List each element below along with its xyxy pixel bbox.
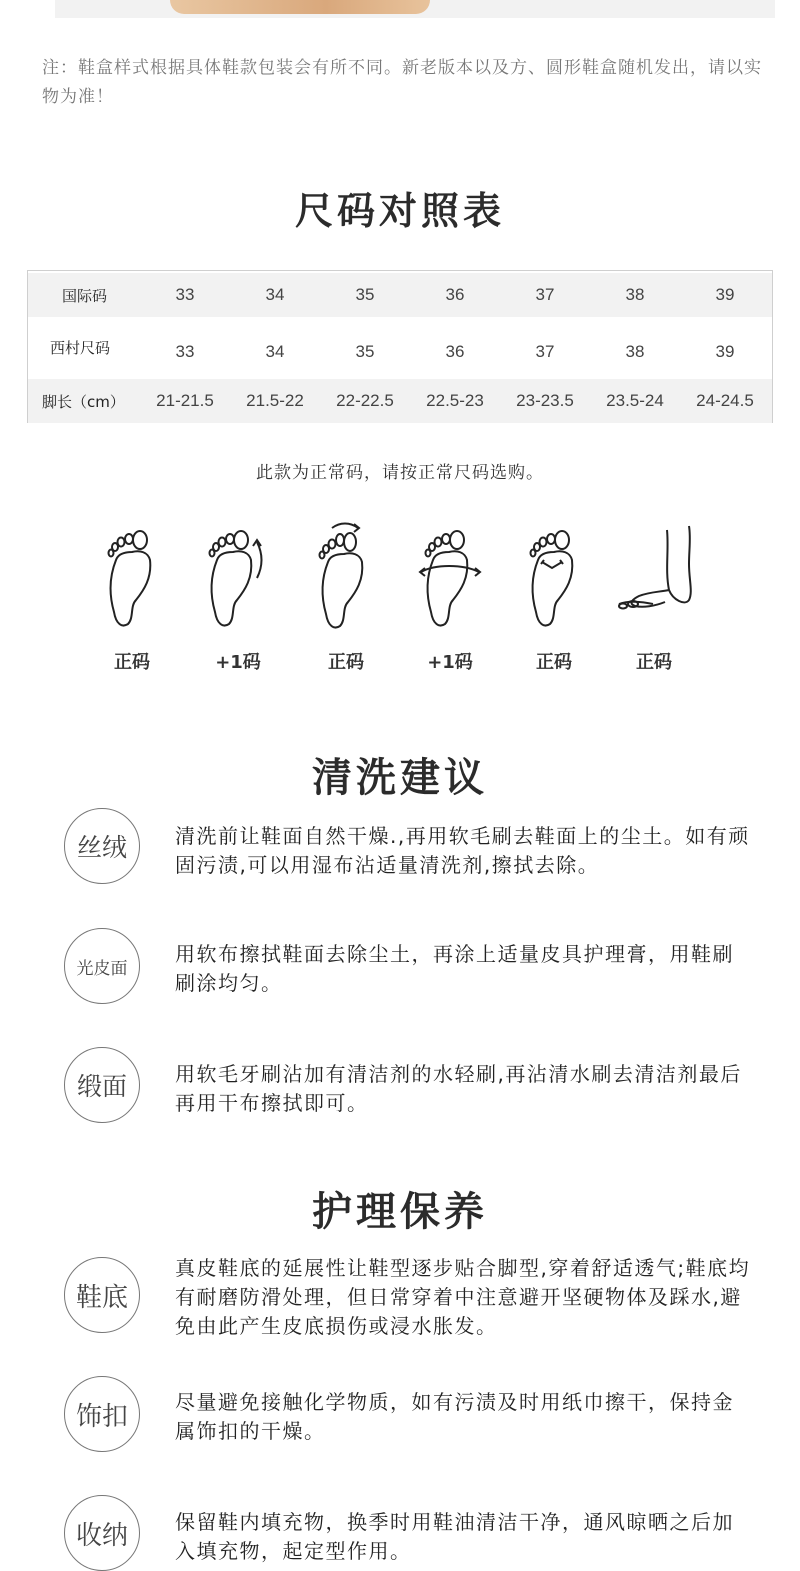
table-cell: 35	[355, 342, 375, 361]
size-advice: 此款为正常码，请按正常尺码选购。	[256, 463, 544, 483]
table-cell: 21-21.5	[156, 391, 214, 410]
foot-label: 正码	[114, 652, 150, 673]
care-text-smooth-leather: 用软布擦拭鞋面去除尘土，再涂上适量皮具护理膏，用鞋刷刷涂均匀。	[175, 942, 734, 995]
table-cell: 39	[715, 342, 735, 361]
table-cell: 35	[355, 285, 375, 304]
care-text-velvet: 清洗前让鞋面自然干燥.,再用软毛刷去鞋面上的尘土。如有顽固污渍,可以用湿布沾适量清洗剂,擦拭去除。	[175, 824, 750, 877]
table-cell: 33	[175, 342, 195, 361]
table-cell: 38	[625, 342, 645, 361]
table-cell: 37	[535, 285, 555, 304]
shoebox-note: 注：鞋盒样式根据具体鞋款包装会有所不同。新老版本以及方、圆形鞋盒随机发出，请以实物为准！	[42, 58, 762, 107]
table-cell: 38	[625, 285, 645, 304]
table-cell: 23-23.5	[516, 391, 574, 410]
wide-instep-foot-icon	[203, 520, 273, 630]
badge-storage: 收纳	[64, 1495, 140, 1571]
foot-type-high-arch	[604, 520, 704, 674]
foot-label: 正码	[636, 652, 672, 673]
badge-sole: 鞋底	[64, 1257, 140, 1333]
narrow-foot-icon	[522, 520, 586, 630]
size-chart-title: 尺码对照表	[294, 188, 505, 233]
table-cell: 24-24.5	[696, 391, 754, 410]
table-cell: 34	[265, 342, 285, 361]
shoebox-image	[170, 0, 430, 14]
foot-type-narrow	[504, 520, 604, 674]
table-cell: 33	[175, 285, 195, 304]
table-cell: 23.5-24	[606, 391, 664, 410]
table-row	[28, 273, 772, 317]
foot-type-wide-instep	[188, 520, 288, 674]
table-cell: 37	[535, 342, 555, 361]
table-row	[28, 379, 772, 423]
foot-type-wide	[400, 520, 500, 674]
row-label: 西村尺码	[50, 338, 111, 357]
care-text-sole: 真皮鞋底的延展性让鞋型逐步贴合脚型,穿着舒适透气;鞋底均有耐磨防滑处理，但日常穿着中注意避开坚硬物体及踩水,避免由此产生皮底损伤或浸水胀发。	[175, 1256, 751, 1338]
row-label: 国际码	[62, 286, 108, 305]
badge-satin: 缎面	[64, 1047, 140, 1123]
foot-label: +1码	[215, 652, 261, 673]
shoebox-photo-strip	[55, 0, 775, 18]
foot-type-long-toe	[296, 520, 396, 674]
care-text-storage: 保留鞋内填充物，换季时用鞋油清洁干净，通风晾晒之后加入填充物，起定型作用。	[175, 1510, 734, 1563]
normal-foot-icon	[102, 520, 162, 630]
long-toe-foot-icon	[314, 520, 378, 630]
maintenance-title: 护理保养	[312, 1188, 488, 1235]
badge-buckle: 饰扣	[64, 1376, 140, 1452]
foot-label: 正码	[536, 652, 572, 673]
row-label: 脚长（cm）	[42, 392, 125, 411]
wide-foot-icon	[415, 520, 485, 630]
care-text-satin: 用软毛牙刷沾加有清洁剂的水轻刷,再沾清水刷去清洁剂最后再用干布擦拭即可。	[175, 1062, 742, 1115]
care-text-buckle: 尽量避免接触化学物质，如有污渍及时用纸巾擦干，保持金属饰扣的干燥。	[175, 1390, 734, 1443]
size-chart-table	[27, 270, 773, 423]
badge-velvet: 丝绒	[64, 808, 140, 884]
table-cell: 36	[445, 342, 465, 361]
cleaning-title: 清洗建议	[312, 754, 488, 801]
foot-label: 正码	[328, 652, 364, 673]
table-cell: 39	[715, 285, 735, 304]
high-arch-foot-icon	[609, 520, 699, 630]
table-row	[28, 325, 772, 379]
table-cell: 22-22.5	[336, 391, 394, 410]
table-cell: 21.5-22	[246, 391, 304, 410]
foot-type-normal	[82, 520, 182, 674]
foot-label: +1码	[427, 652, 473, 673]
table-cell: 22.5-23	[426, 391, 484, 410]
table-cell: 34	[265, 285, 285, 304]
badge-smooth-leather: 光皮面	[64, 928, 140, 1004]
table-cell: 36	[445, 285, 465, 304]
